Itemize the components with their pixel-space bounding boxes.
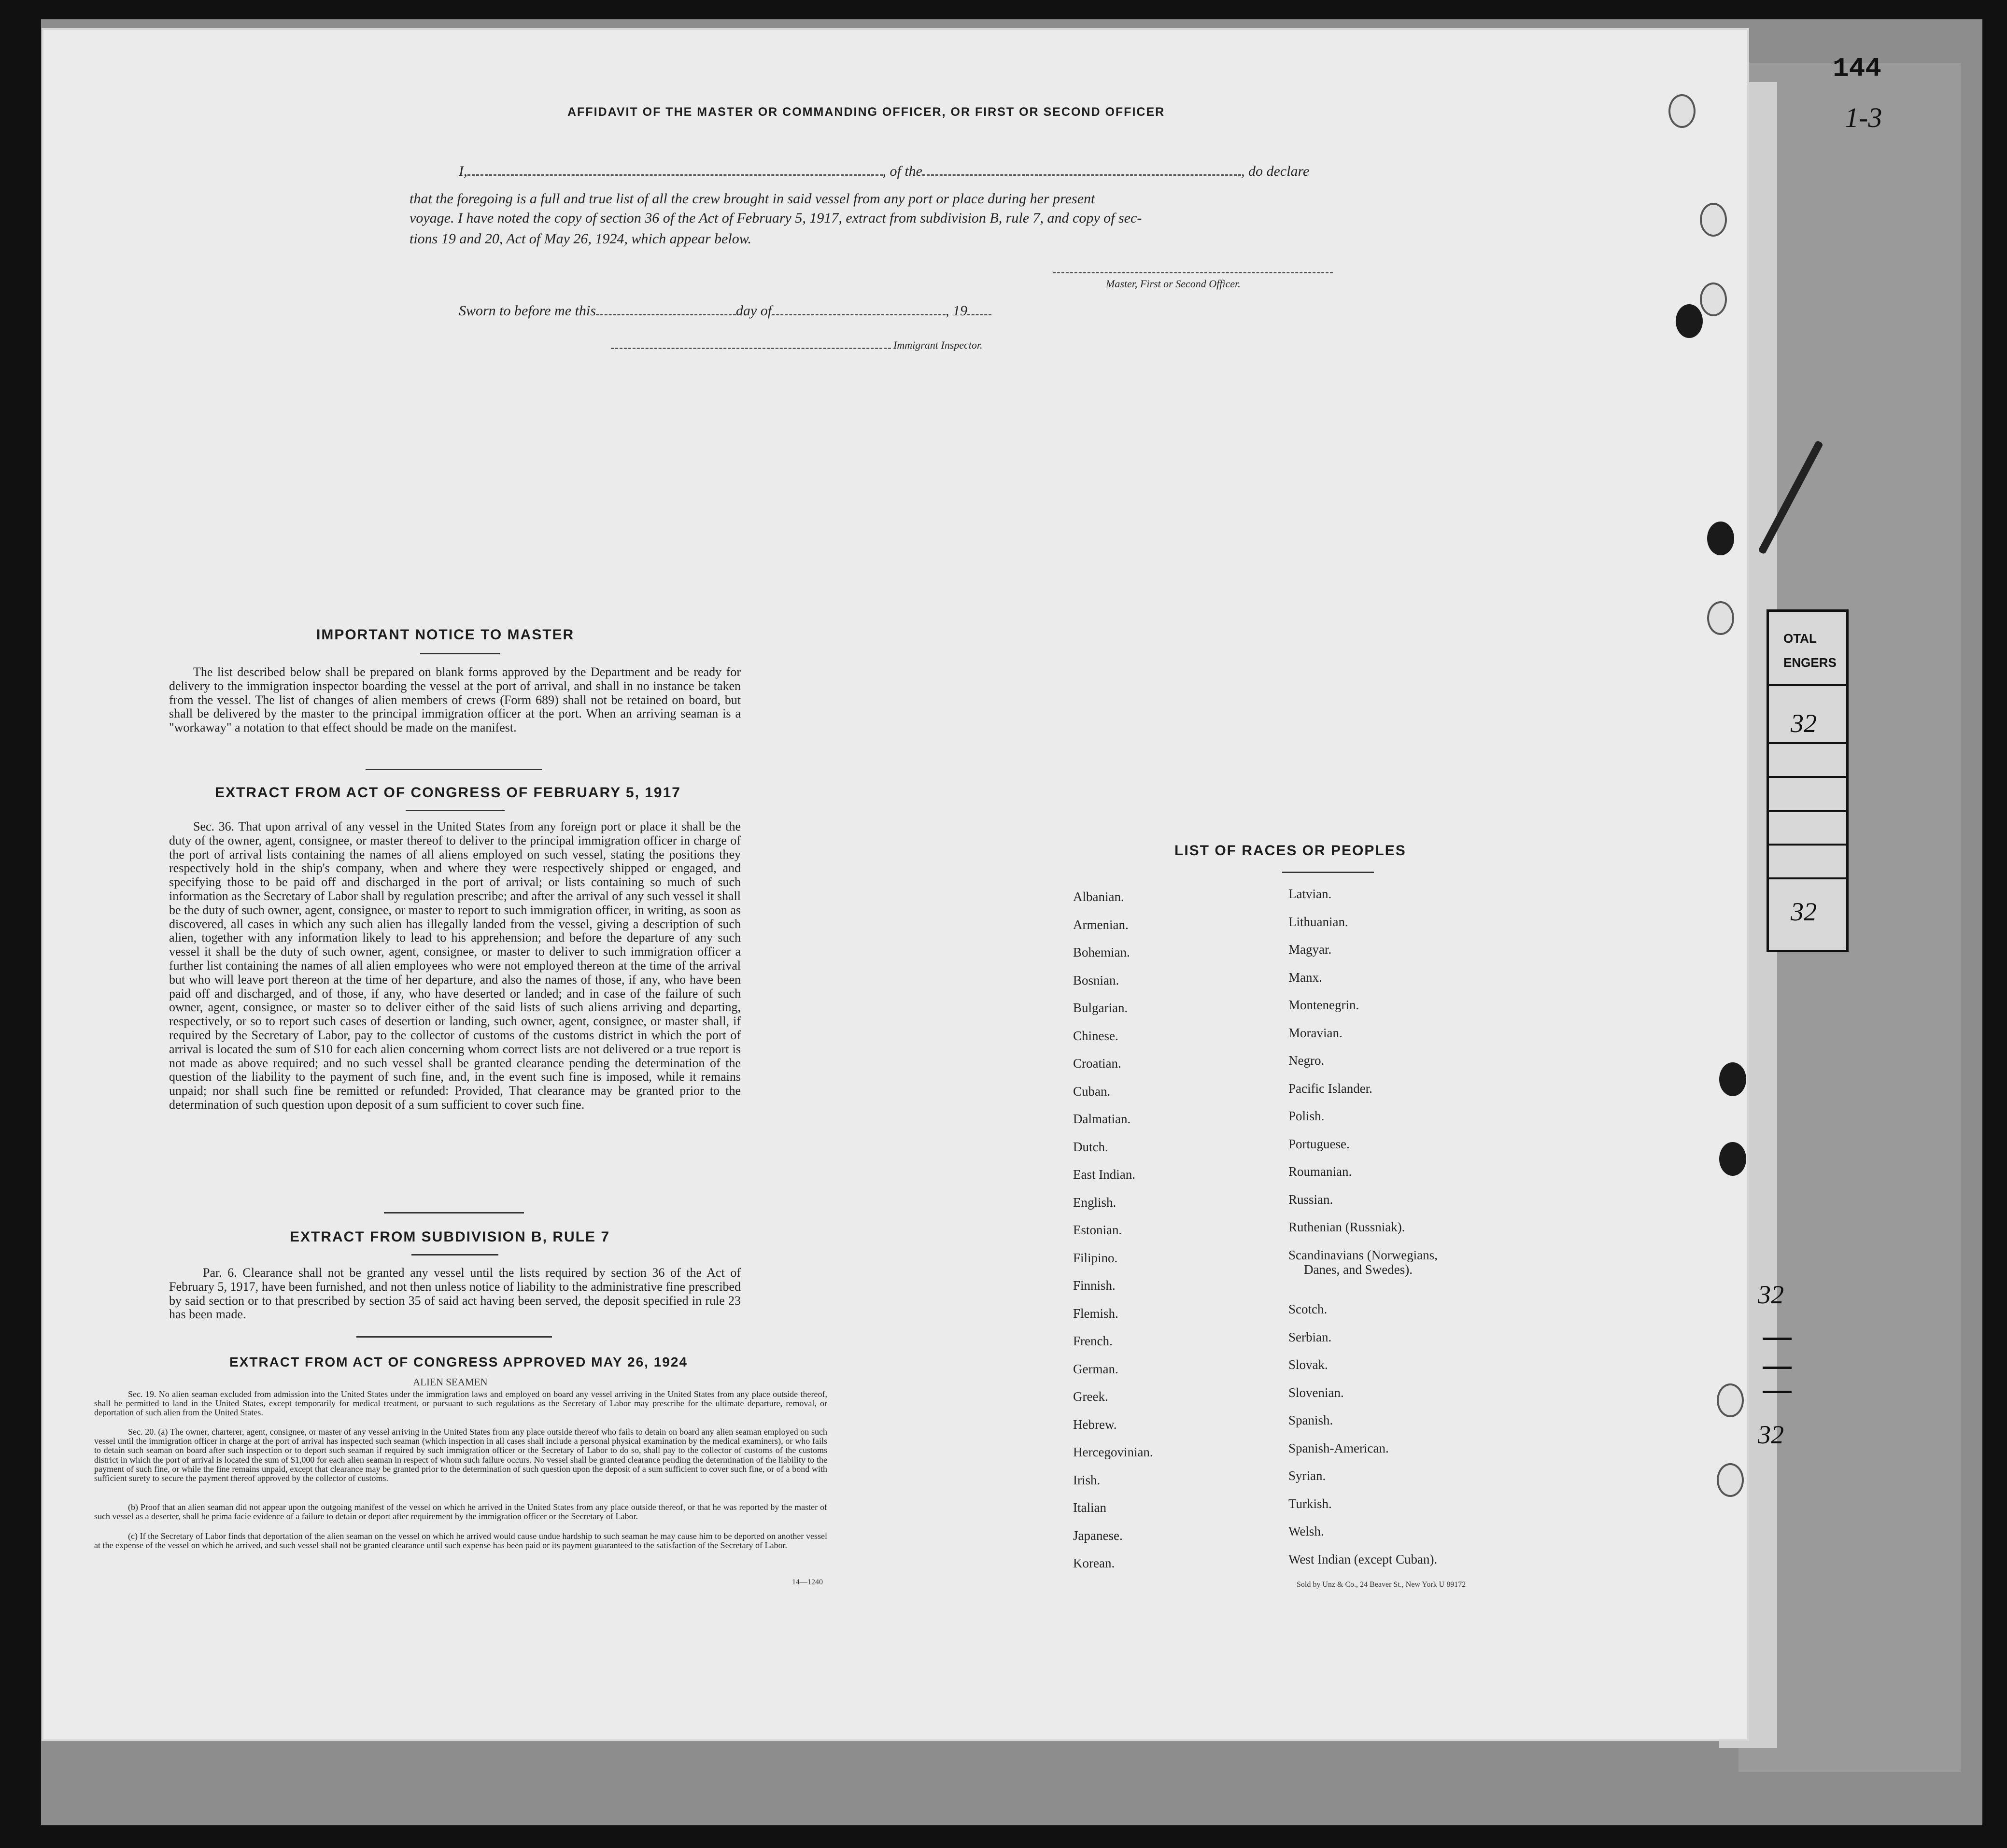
race-item: Filipino.: [1073, 1250, 1118, 1265]
race-item: West Indian (except Cuban).: [1288, 1552, 1438, 1566]
race-item: Lithuanian.: [1288, 914, 1348, 929]
divider: [366, 769, 542, 770]
month-blank: [772, 310, 946, 315]
race-item: Negro.: [1288, 1053, 1325, 1068]
affidavit-declare: , do declare: [1241, 163, 1310, 179]
fragment-dash: [1763, 1338, 1792, 1340]
race-item: Magyar.: [1288, 942, 1332, 957]
race-item: Chinese.: [1073, 1028, 1118, 1043]
race-item: Serbian.: [1288, 1329, 1332, 1344]
race-item: Spanish.: [1288, 1413, 1333, 1427]
race-item: Roumanian.: [1288, 1164, 1352, 1179]
punch-hole: [1707, 522, 1734, 555]
fragment-lower-value-2: 32: [1758, 1420, 1784, 1449]
races-title: LIST OF RACES OR PEOPLES: [1174, 843, 1406, 859]
race-item: Bosnian.: [1073, 973, 1119, 987]
race-item: Italian: [1073, 1500, 1106, 1515]
sworn-day-of: day of: [735, 303, 772, 319]
page-number: 144: [1833, 53, 1881, 84]
divider: [406, 810, 505, 811]
fragment-header-1: OTAL: [1783, 631, 1817, 646]
race-item: Dalmatian.: [1073, 1112, 1131, 1126]
printer-footer: Sold by Unz & Co., 24 Beaver St., New York U 89172: [1297, 1580, 1466, 1589]
race-item: Hebrew.: [1073, 1417, 1117, 1432]
punch-hole: [1676, 304, 1703, 338]
punch-hole: [1700, 203, 1727, 237]
sworn-prefix: Sworn to before me this: [459, 303, 596, 319]
affidavit-I: I,: [459, 163, 467, 179]
race-item: Armenian.: [1073, 917, 1129, 932]
race-item: English.: [1073, 1195, 1117, 1210]
race-item: Irish.: [1073, 1472, 1101, 1487]
race-item: Albanian.: [1073, 889, 1124, 904]
notice-body: The list described below shall be prepared on blank forms approved by the Department and be ready for delivery to the immigration inspector boarding the vessel at the port of arrival, and shall in no instance be taken from the vessel. The list of changes of alien members of crews (Form 689) shall not be retained on board, but shall be delivered by the master to the principal immigration officer at the port. When an arriving seaman is a "workaway" a notation to that effect should be made on the manifest.: [169, 665, 741, 735]
affidavit-line-1: [459, 163, 1309, 180]
race-item: Estonian.: [1073, 1223, 1122, 1237]
race-item: Cuban.: [1073, 1084, 1111, 1099]
fragment-lower-value-1: 32: [1758, 1280, 1784, 1309]
race-item: Portuguese.: [1288, 1136, 1350, 1151]
affidavit-of-the: , of the: [882, 163, 922, 179]
divider: [384, 1212, 524, 1213]
alien-seamen-subtitle: ALIEN SEAMEN: [413, 1376, 488, 1388]
form-number: 14—1240: [792, 1578, 823, 1586]
sec20c-text: (c) If the Secretary of Labor finds that deportation of the alien seaman on the vessel on which he arrived would cause undue hardship to such seaman he may cause him to be deported on another vessel at the expense of the vessel on which he arrived, and such vessel shall not be granted clearance until such expense has been paid or its payment guaranteed to the satisfaction of the Secretary of Labor.: [94, 1531, 827, 1551]
fragment-value-2: 32: [1791, 897, 1817, 926]
divider: [411, 1254, 498, 1256]
sec20a-text: Sec. 20. (a) The owner, charterer, agent, consignee, or master of any vessel arriving in the United States from any place outside thereof who fails to detain on board any alien seaman employed on such vessel until the immigration officer in charge at the port of arrival has inspected such seaman (which inspection in all cases shall include a personal physical examination by the medical examiners), or who fails to detain such seaman on board after such inspection or to deport such seaman if required by such immigration officer or the Secretary of Labor to do so, shall pay to the collector of customs of the customs district in which the port of arrival is located the sum of $1,000 for each alien seaman in respect of whom such failure occurs. No vessel shall be granted clearance pending the determination of the liability to the payment of such fine, or while the fine remains unpaid, except that clearance may be granted prior to the determination of such question upon the deposit of a sum sufficient to cover such fine, or of a bond with sufficient surety to secure the payment thereof approved by the collector of customs.: [94, 1427, 827, 1483]
race-item: Russian.: [1288, 1192, 1333, 1207]
race-item: Latvian.: [1288, 887, 1332, 901]
total-passengers-fragment: [1767, 609, 1849, 952]
sec20b-text: (b) Proof that an alien seaman did not appear upon the outgoing manifest of the vessel on which he arrived in the United States from any place outside thereof, or that he was reported by the master of such vessel as a deserter, shall be prima facie evidence of a failure to detain or deport after requirement by the immigration officer or the Secretary of Labor.: [94, 1502, 827, 1522]
race-item: Turkish.: [1288, 1496, 1332, 1511]
race-item: German.: [1073, 1361, 1118, 1376]
race-item: Montenegrin.: [1288, 998, 1359, 1012]
race-item: Ruthenian (Russniak).: [1288, 1220, 1405, 1234]
race-item: Scandinavians (Norwegians,: [1288, 1247, 1438, 1262]
race-item: Syrian.: [1288, 1468, 1326, 1483]
punch-hole: [1717, 1383, 1744, 1417]
race-item: Hercegovinian.: [1073, 1445, 1153, 1459]
race-item: Polish.: [1288, 1109, 1325, 1123]
race-item: Greek.: [1073, 1389, 1108, 1404]
race-item: Welsh.: [1288, 1524, 1324, 1538]
fragment-header-2: ENGERS: [1783, 655, 1837, 670]
sworn-year: , 19: [946, 303, 968, 319]
signature-label: Master, First or Second Officer.: [1106, 278, 1241, 290]
race-item: Spanish-American.: [1288, 1440, 1389, 1455]
affidavit-line-3: voyage. I have noted the copy of section 36 of the Act of February 5, 1917, extract from subdivision B, rule 7, and copy of sec-: [410, 210, 1142, 226]
punch-hole: [1719, 1142, 1746, 1176]
divider: [420, 653, 500, 654]
rule7-title: EXTRACT FROM SUBDIVISION B, RULE 7: [290, 1229, 610, 1245]
race-item: Dutch.: [1073, 1139, 1108, 1154]
race-item: Danes, and Swedes).: [1304, 1262, 1413, 1277]
race-item: Bulgarian.: [1073, 1001, 1128, 1015]
punch-hole: [1668, 94, 1696, 128]
race-item: Croatian.: [1073, 1056, 1121, 1071]
punch-hole: [1700, 282, 1727, 316]
divider: [1282, 872, 1374, 873]
race-item: French.: [1073, 1334, 1113, 1348]
sec19-text: Sec. 19. No alien seaman excluded from admission into the United States under the immigration laws and employed on board any vessel arriving in the United States from any place outside thereof, shall be permitted to land in the United States, except temporarily for medical treatment, or pursuant to such regulations as the Secretary of Labor may prescribe for the ultimate departure, removal, or deportation of such alien from the United States.: [94, 1389, 827, 1418]
race-item: Korean.: [1073, 1556, 1115, 1570]
race-item: Moravian.: [1288, 1025, 1343, 1040]
sworn-line: [459, 303, 991, 319]
rule7-body: Par. 6. Clearance shall not be granted any vessel until the lists required by section 36 of the Act of February 5, 1917, have been furnished, and not then unless notice of liability to the administrative fine prescribed by said section or to that prescribed by section 35 of said act having been served, the deposit specified in rule 23 has been made.: [169, 1266, 741, 1322]
fragment-value-1: 32: [1791, 709, 1817, 738]
affidavit-title: AFFIDAVIT OF THE MASTER OR COMMANDING OFFICER, OR FIRST OR SECOND OFFICER: [567, 105, 1165, 119]
day-blank: [596, 310, 736, 315]
race-item: Slovenian.: [1288, 1385, 1344, 1400]
signature-blank: [1053, 268, 1333, 273]
extract-1917-body: Sec. 36. That upon arrival of any vessel in the United States from any foreign port or place it shall be the duty of the owner, agent, consignee, or master thereof to deliver to the principal immigration officer in charge of the port of arrival lists containing the names of all aliens employed on such vessel, stating the positions they respectively hold in the ship's company, when and where they were respectively shipped or engaged, and specifying those to be paid off and discharged in the port of arrival; or lists containing so much of such information as the Secretary of Labor shall by regulation prescribe; and after the arrival of any such vessel it shall be the duty of such owner, agent, consignee, or master to report to such immigration officer, in writing, as soon as discovered, all cases in which any such alien has illegally landed from the vessel, giving a description of such alien, together with any information likely to lead to his apprehension; and before the departure of any such vessel it shall be the duty of such owner, agent, consignee, or master to deliver to such immigration officer a further list containing the names of all alien employees who were not employed thereon at the time of the arrival but who will leave port thereon at the time of her departure, and also the names of those, if any, who have been paid off and discharged, and of those, if any, who have deserted or landed; and in case of the failure of such owner, agent, consignee, or master so to deliver either of the said lists of such aliens arriving and departing, respectively, or so to report such cases of desertion or landing, such owner, agent, consignee, or master shall, if required by the Secretary of Labor, pay to the collector of customs of the customs district in which the port of arrival is located the sum of $10 for each alien concerning whom correct lists are not delivered or a true report is not made as above required; and no such vessel shall be granted clearance pending the determination of the question of the liability to the payment of such fine, and, in the event such fine is imposed, while it remains unpaid; nor shall such fine be remitted or refunded: Provided, That clearance may be granted prior to the determination of such question upon deposit of a sum sufficient to cover such fine.: [169, 819, 741, 1112]
divider: [356, 1336, 552, 1338]
punch-hole: [1707, 601, 1734, 635]
page-reference: 1-3: [1845, 102, 1882, 133]
affidavit-line-4: tions 19 and 20, Act of May 26, 1924, which appear below.: [410, 231, 752, 247]
notice-title: IMPORTANT NOTICE TO MASTER: [316, 627, 575, 643]
punch-hole: [1719, 1062, 1746, 1096]
extract-1924-title: EXTRACT FROM ACT OF CONGRESS APPROVED MAY 26, 1924: [229, 1354, 688, 1369]
race-item: Finnish.: [1073, 1278, 1116, 1293]
race-item: Scotch.: [1288, 1302, 1328, 1316]
race-item: Flemish.: [1073, 1306, 1118, 1321]
race-item: Slovak.: [1288, 1357, 1328, 1372]
affidavit-line-2: that the foregoing is a full and true list of all the crew brought in said vessel from any port or place during her present: [410, 191, 1095, 207]
year-blank: [967, 310, 991, 315]
extract-1917-title: EXTRACT FROM ACT OF CONGRESS OF FEBRUARY 5, 1917: [215, 785, 681, 801]
fragment-dash: [1763, 1391, 1792, 1393]
fragment-dash: [1763, 1367, 1792, 1369]
name-blank: [467, 170, 883, 176]
race-item: East Indian.: [1073, 1167, 1135, 1182]
race-item: Manx.: [1288, 970, 1322, 985]
race-item: Japanese.: [1073, 1528, 1123, 1543]
vessel-blank: [922, 170, 1241, 176]
inspector-label: Immigrant Inspector.: [893, 339, 983, 351]
race-item: Bohemian.: [1073, 945, 1130, 959]
race-item: Pacific Islander.: [1288, 1081, 1372, 1096]
inspector-blank: [611, 344, 891, 349]
punch-hole: [1717, 1463, 1744, 1497]
